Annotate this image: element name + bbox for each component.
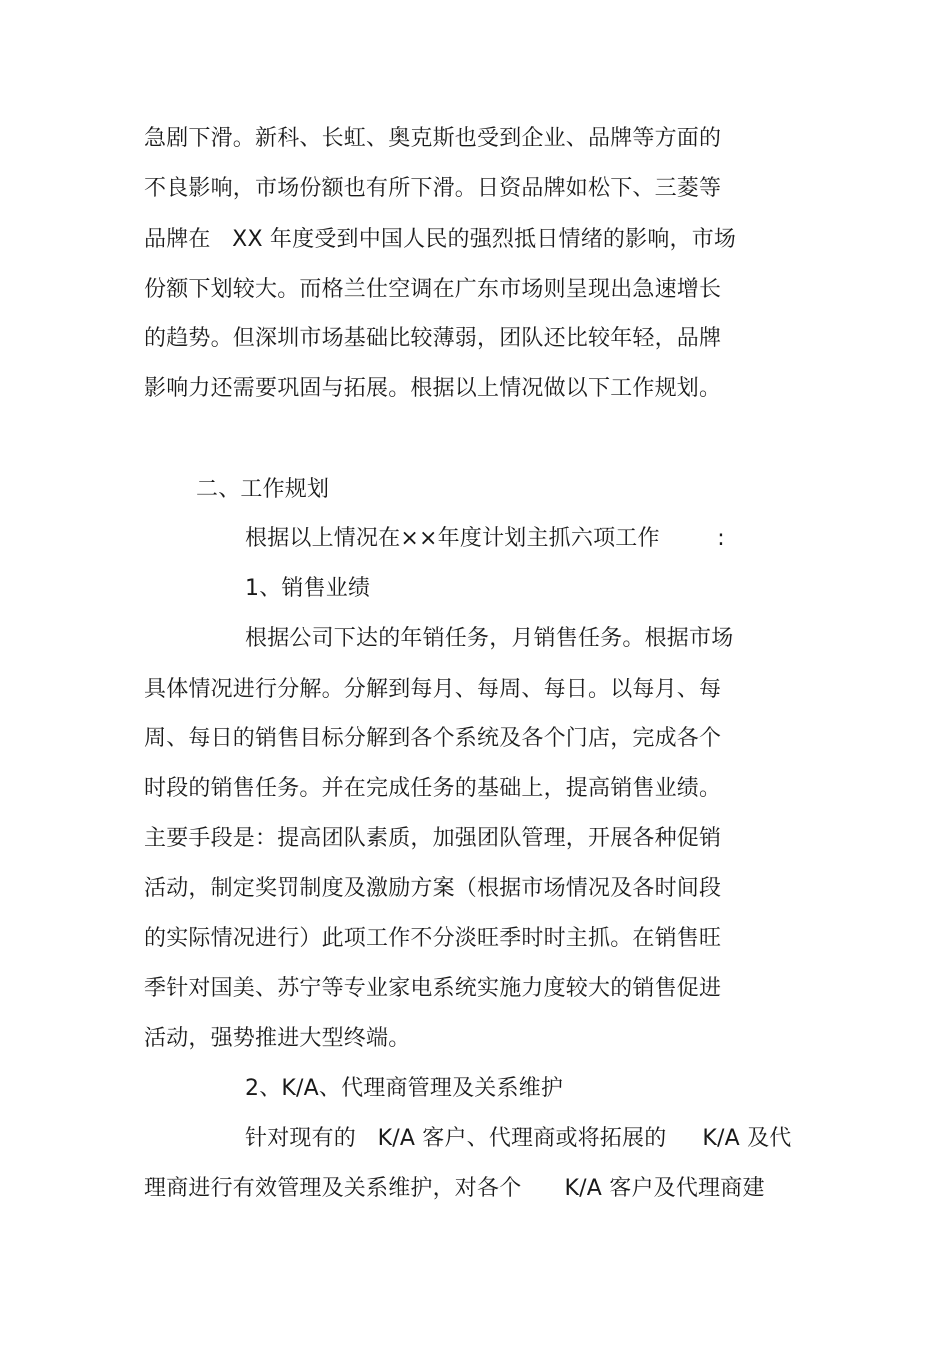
item1-line-2: 具体情况进行分解。分解到每月、每周、每日。以每月、每 <box>144 677 722 702</box>
item1-line-3: 周、每日的销售目标分解到各个系统及各个门店，完成各个 <box>144 726 722 751</box>
section-heading: 二、工作规划 <box>196 477 330 502</box>
item2-line-1: 针对现有的 K/A 客户、代理商或将拓展的 K/A 及代 <box>245 1126 792 1151</box>
item1-line-8: 季针对国美、苏宁等专业家电系统实施力度较大的销售促进 <box>144 976 722 1001</box>
item1-line-4: 时段的销售任务。并在完成任务的基础上，提高销售业绩。 <box>144 776 722 801</box>
item1-line-7: 的实际情况进行）此项工作不分淡旺季时时主抓。在销售旺 <box>144 926 722 951</box>
intro-line-6: 影响力还需要巩固与拓展。根据以上情况做以下工作规划。 <box>144 376 722 401</box>
intro-line-1: 急剧下滑。新科、长虹、奥克斯也受到企业、品牌等方面的 <box>144 126 722 151</box>
item1-title: 1、销售业绩 <box>245 576 371 601</box>
intro-line-4: 份额下划较大。而格兰仕空调在广东市场则呈现出急速增长 <box>144 277 722 302</box>
item1-line-5: 主要手段是：提高团队素质，加强团队管理，开展各种促销 <box>144 826 722 851</box>
section-intro: 根据以上情况在××年度计划主抓六项工作 : <box>245 526 725 551</box>
item1-line-6: 活动，制定奖罚制度及激励方案（根据市场情况及各时间段 <box>144 876 722 901</box>
intro-line-3: 品牌在 XX 年度受到中国人民的强烈抵日情绪的影响，市场 <box>144 227 737 252</box>
intro-line-2: 不良影响，市场份额也有所下滑。日资品牌如松下、三菱等 <box>144 176 722 201</box>
intro-line-5: 的趋势。但深圳市场基础比较薄弱，团队还比较年轻，品牌 <box>144 326 722 351</box>
item1-line-9: 活动，强势推进大型终端。 <box>144 1026 411 1051</box>
item2-title: 2、K/A、代理商管理及关系维护 <box>245 1076 564 1101</box>
item2-line-2: 理商进行有效管理及关系维护，对各个 K/A 客户及代理商建 <box>144 1176 765 1201</box>
item1-line-1: 根据公司下达的年销任务，月销售任务。根据市场 <box>245 626 734 651</box>
